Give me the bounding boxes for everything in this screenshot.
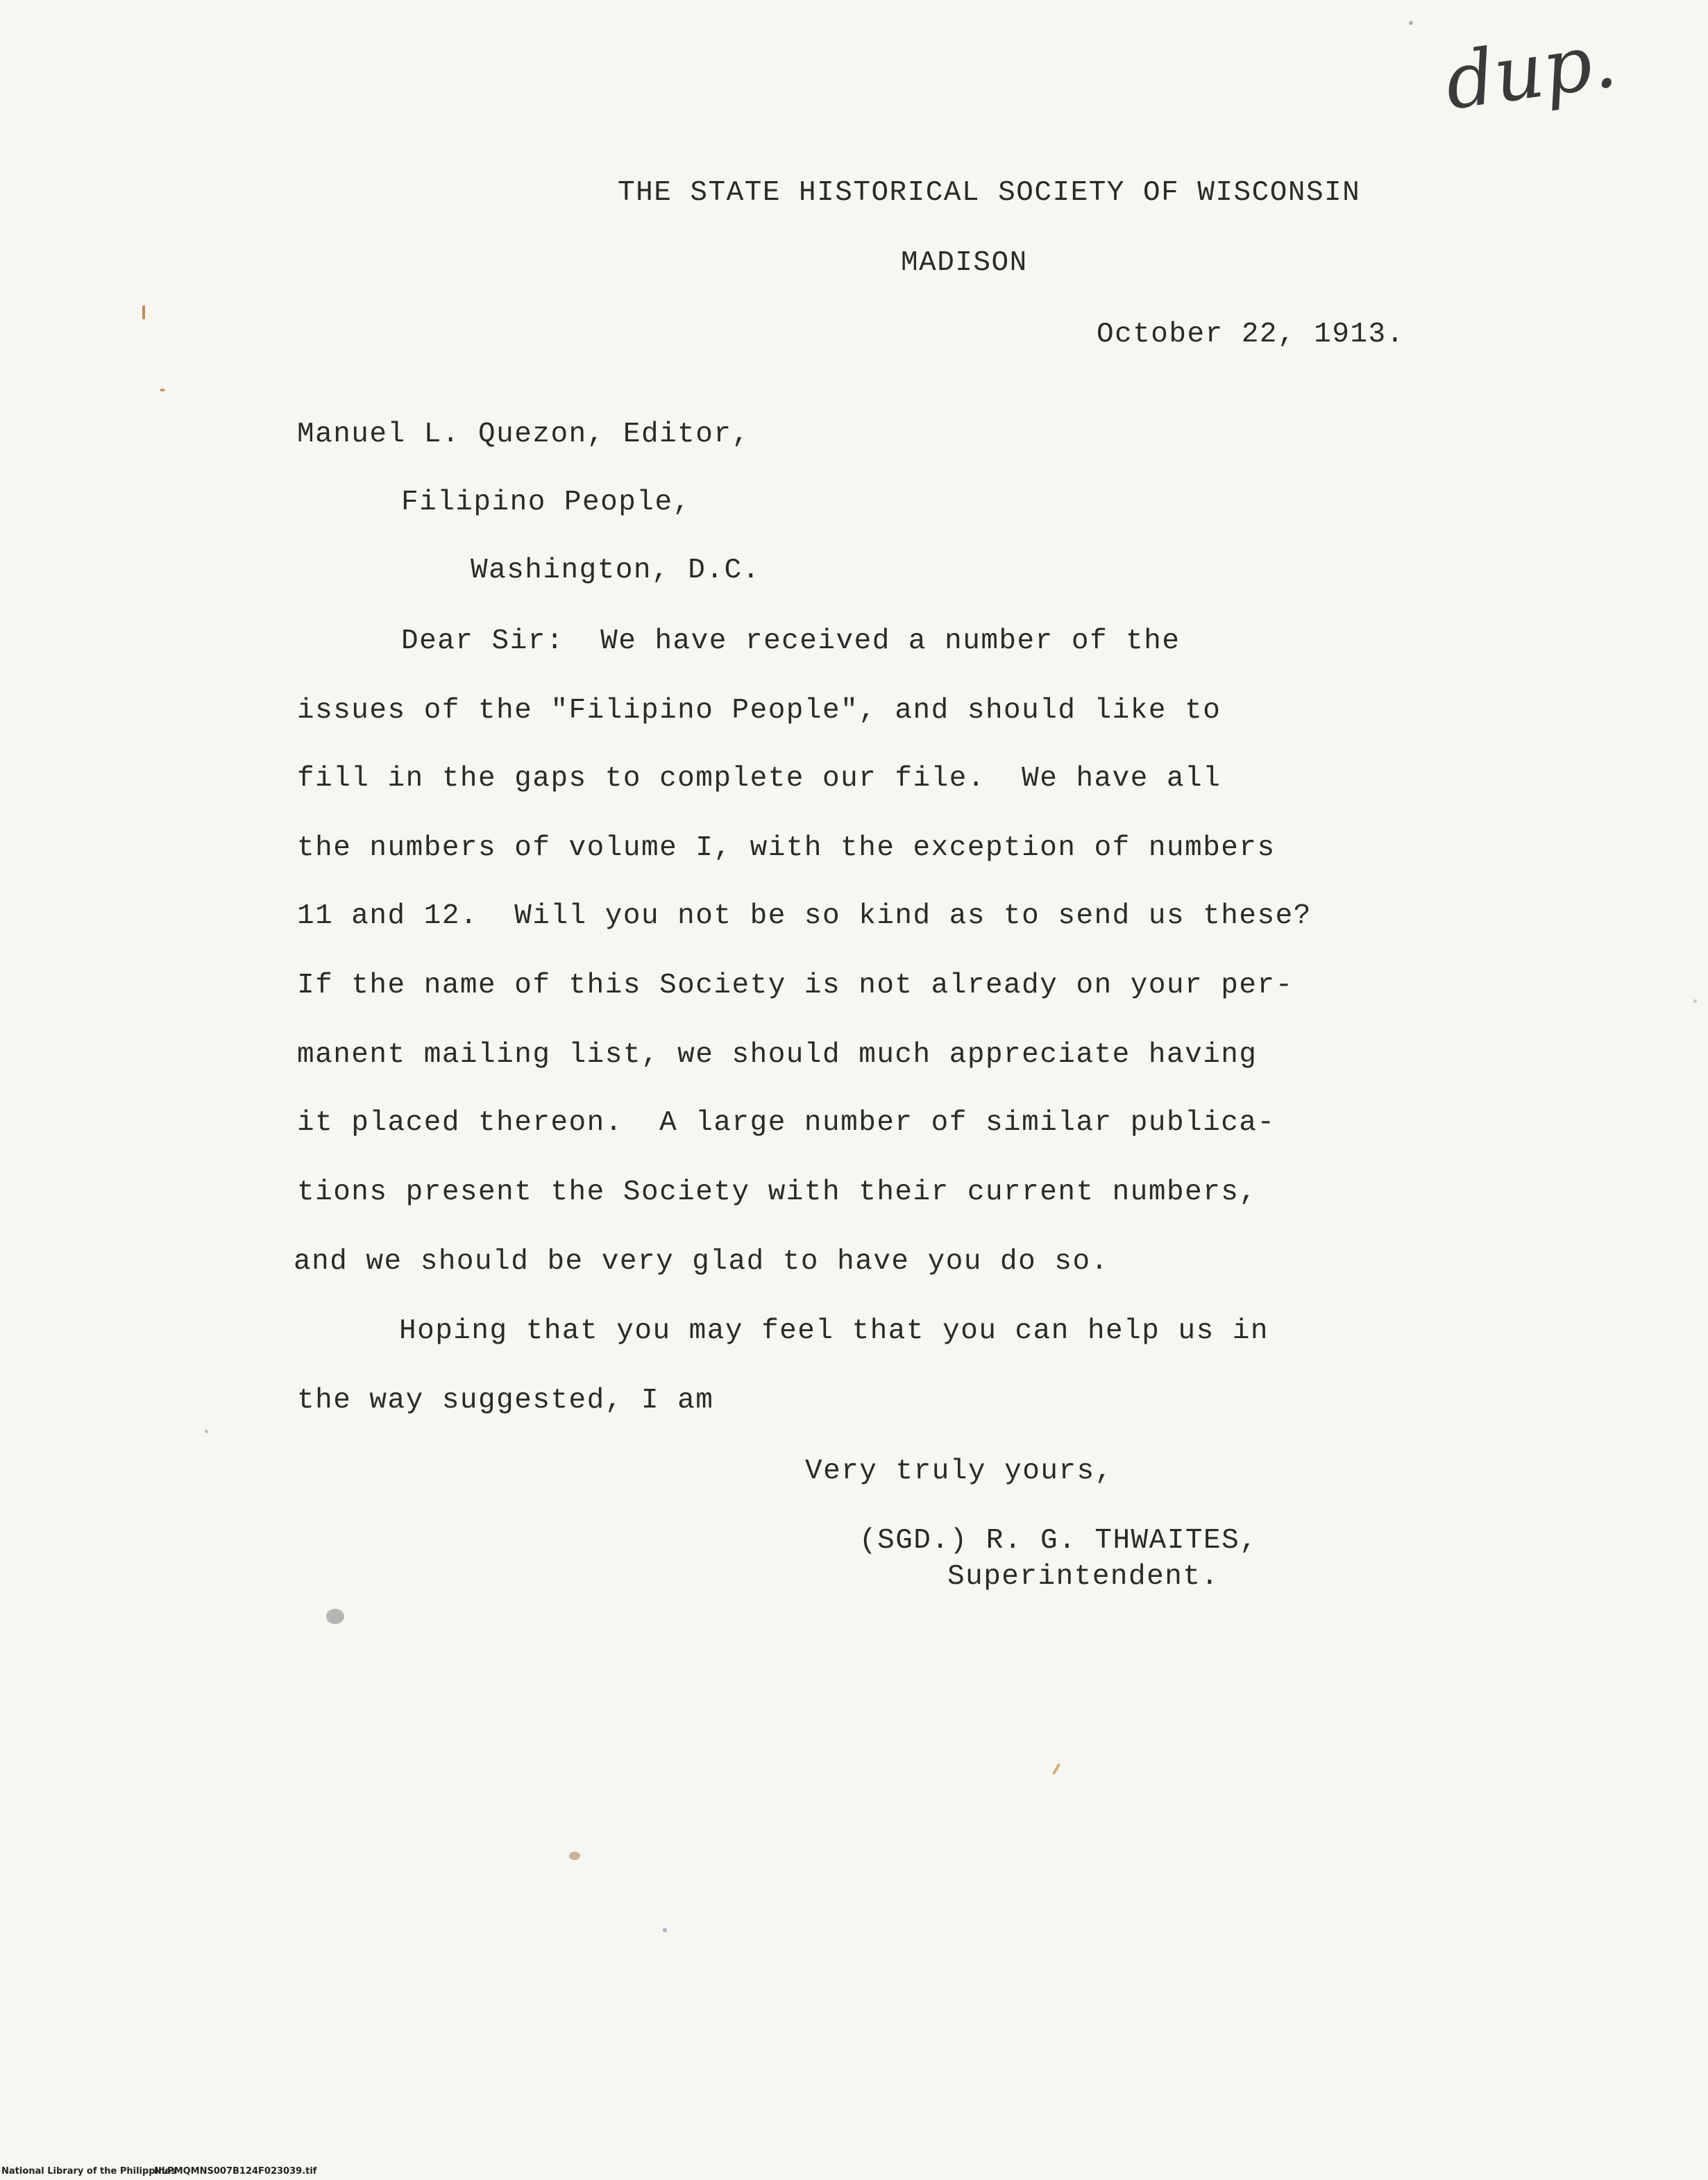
signature: (SGD.) R. G. THWAITES, (859, 1525, 1258, 1557)
paper-speck (205, 1430, 208, 1433)
body-line: 11 and 12. Will you not be so kind as to send us these? (297, 900, 1312, 932)
body-line: it placed thereon. A large number of similar publica- (297, 1107, 1276, 1139)
paper-speck (1409, 21, 1413, 25)
body-line: If the name of this Society is not already on your per- (297, 970, 1294, 1002)
footer-filename: NLPMQMNS007B124F023039.tif (154, 2166, 317, 2177)
body-line: the way suggested, I am (297, 1385, 714, 1417)
body-line: tions present the Society with their current numbers, (297, 1176, 1258, 1208)
paper-speck (1052, 1763, 1060, 1775)
body-line: manent mailing list, we should much appreciate having (297, 1039, 1258, 1071)
letterhead-city: MADISON (901, 247, 1028, 279)
body-line: the numbers of volume I, with the exception of numbers (297, 832, 1276, 864)
valediction: Very truly yours, (805, 1455, 1113, 1487)
paper-speck (326, 1609, 344, 1624)
body-line: Dear Sir: We have received a number of the (401, 625, 1181, 657)
paper-speck (142, 305, 145, 319)
address-line-3: Washington, D.C. (471, 555, 761, 586)
address-line-1: Manuel L. Quezon, Editor, (297, 419, 750, 450)
paper-speck (1693, 999, 1697, 1003)
footer-source: National Library of the Philippines (1, 2166, 176, 2177)
body-line: issues of the "Filipino People", and should like to (297, 695, 1221, 727)
body-line: and we should be very glad to have you do so. (294, 1246, 1109, 1278)
letter-date: October 22, 1913. (1097, 319, 1405, 350)
letterhead-organization: THE STATE HISTORICAL SOCIETY OF WISCONSIN (618, 177, 1361, 209)
paper-speck (569, 1852, 580, 1860)
body-line: fill in the gaps to complete our file. We have all (297, 763, 1221, 795)
paper-speck (160, 389, 165, 391)
body-line: Hoping that you may feel that you can help us in (399, 1315, 1269, 1347)
address-line-2: Filipino People, (401, 487, 691, 518)
paper-speck (663, 1928, 667, 1932)
signer-title: Superintendent. (947, 1561, 1219, 1593)
handwritten-annotation: dup. (1439, 15, 1622, 127)
